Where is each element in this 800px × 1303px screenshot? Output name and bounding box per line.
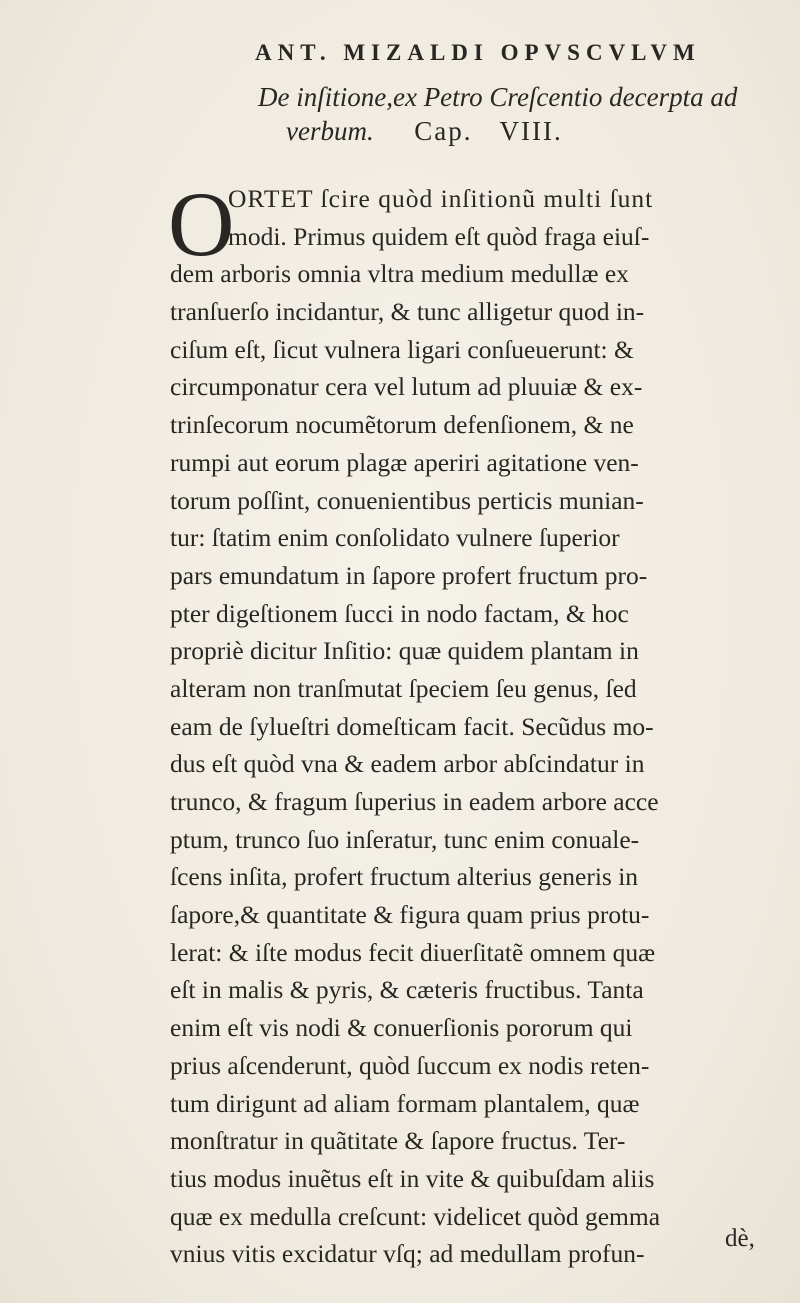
- text-line: quæ ex medulla creſcunt: videlicet quòd gemma: [170, 1201, 661, 1231]
- text-line: dem arboris omnia vltra medium medullæ ex: [170, 259, 629, 289]
- text-line: ORTET ſcire quòd inſitionũ multi ſunt: [228, 184, 654, 213]
- catchword: dè,: [725, 1225, 755, 1252]
- text-line: ptum, trunco ſuo inſeratur, tunc enim conuale-: [170, 824, 640, 854]
- text-line: vnius vitis excidatur vſq; ad medullam profun-: [170, 1239, 645, 1269]
- text-line: tur: ſtatim enim conſolidato vulnere ſuperior: [170, 523, 620, 553]
- text-line: rumpi aut eorum plagæ aperiri agitatione ven-: [170, 447, 639, 477]
- text-line: modi. Primus quidem eſt quòd fraga eiuſ-: [228, 221, 650, 251]
- text-line: pars emundatum in ſapore profert fructum pro-: [170, 560, 648, 590]
- chapter-title: [258, 80, 758, 148]
- text-line: propriè dicitur Inſitio: quæ quidem plantam in: [170, 636, 639, 666]
- text-line: tius modus inuẽtus eſt in vite & quibuſdam aliis: [170, 1163, 655, 1193]
- text-line: eſt in malis & pyris, & cæteris fructibus. Tanta: [170, 975, 644, 1005]
- drop-cap-initial: O: [168, 173, 235, 275]
- text-line: trinſecorum nocumẽtorum defenſionem, & ne: [170, 410, 634, 440]
- running-head: ANT. MIZALDI OPVSCVLVM: [255, 40, 701, 65]
- chapter-title-line2: [258, 114, 758, 148]
- text-line: torum poſſint, conuenientibus perticis munian-: [170, 485, 644, 515]
- text-line: ciſum eſt, ſicut vulnera ligari conſueuerunt: &: [170, 334, 634, 364]
- text-line: tum dirigunt ad aliam formam plantalem, quæ: [170, 1088, 640, 1118]
- chapter-label: Cap.: [414, 116, 473, 146]
- text-line: monſtratur in quãtitate & ſapore fructus. Ter-: [170, 1126, 626, 1156]
- text-line: alteram non tranſmutat ſpeciem ſeu genus, ſed: [170, 673, 637, 703]
- text-line: tranſuerſo incidantur, & tunc alligetur quod in-: [170, 297, 645, 327]
- text-line: lerat: & iſte modus fecit diuerſitatẽ omnem quæ: [170, 937, 656, 967]
- text-line: circumponatur cera vel lutum ad pluuiæ & ex-: [170, 372, 643, 402]
- text-line: trunco, & fragum ſuperius in eadem arbore acce: [170, 787, 659, 816]
- text-line: ſapore,& quantitate & figura quam prius protu-: [170, 900, 650, 930]
- body-text: [168, 173, 790, 1273]
- text-line: eam de ſylueſtri domeſticam facit. Secũdus mo-: [170, 711, 654, 741]
- chapter-title-line1: De inſitione,ex Petro Creſcentio decerpta ad: [258, 82, 738, 112]
- text-line: prius aſcenderunt, quòd ſuccum ex nodis reten-: [170, 1050, 650, 1080]
- text-line: ſcens inſita, profert fructum alterius generis in: [170, 862, 639, 892]
- chapter-number: VIII.: [499, 116, 563, 146]
- text-line: enim eſt vis nodi & conuerſionis pororum qui: [170, 1013, 633, 1043]
- text-line: pter digeſtionem ſucci in nodo factam, & hoc: [170, 598, 629, 628]
- text-line: dus eſt quòd vna & eadem arbor abſcindatur in: [170, 749, 645, 779]
- chapter-title-verbum: verbum.: [286, 116, 374, 146]
